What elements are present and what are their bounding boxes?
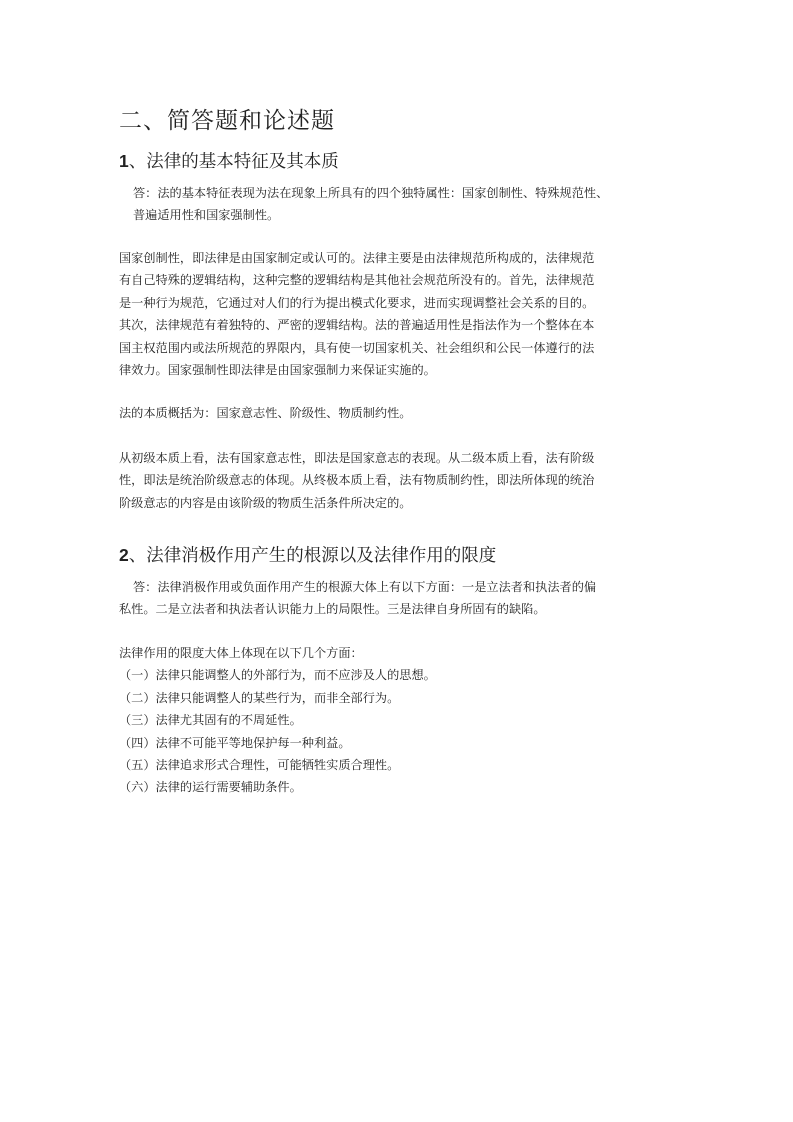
text-line: 是一种行为规范，它通过对人们的行为提出模式化要求，进而实现调整社会关系的目的。 — [119, 295, 595, 310]
section-2-answer — [119, 576, 619, 621]
list-item: （六）法律的运行需要辅助条件。 — [119, 780, 302, 795]
page-title: 二、简答题和论述题 — [119, 108, 335, 134]
text-line: 答：法律消极作用或负面作用产生的根源大体上有以下方面：一是立法者和执法者的偏 — [133, 580, 597, 594]
section-1-answer — [119, 182, 619, 227]
list-item: （四）法律不可能平等地保护每一种利益。 — [119, 735, 351, 750]
text-line: 有自己特殊的逻辑结构，这种完整的逻辑结构是其他社会规范所没有的。首先，法律规范 — [119, 273, 595, 288]
text-line: 从初级本质上看，法有国家意志性，即法是国家意志的表现。从二级本质上看，法有阶级 — [119, 451, 595, 465]
text-line: 律效力。国家强制性即法律是由国家强制力来保证实施的。 — [119, 362, 436, 377]
section-1-title: 、法律的基本特征及其本质 — [128, 152, 339, 172]
text-line: 国主权范围内或法所规范的界限内，具有使一切国家机关、社会组织和公民一体遵行的法 — [119, 340, 595, 355]
section-2-title: 、法律消极作用产生的根源以及法律作用的限度 — [128, 546, 497, 566]
list-item: （五）法律追求形式合理性，可能牺牲实质合理性。 — [119, 757, 400, 772]
section-2-number: 2 — [119, 545, 129, 565]
section-2-heading — [119, 543, 496, 568]
section-1-paragraph-3 — [119, 447, 619, 514]
list-item: （一）法律只能调整人的外部行为，而不应涉及人的思想。 — [119, 668, 436, 683]
section-1-heading — [119, 149, 339, 174]
limits-intro: 法律作用的限度大体上体现在以下几个方面： — [119, 646, 363, 660]
section-1-paragraph-1 — [119, 247, 619, 381]
text-line: 答：法的基本特征表现为法在现象上所具有的四个独特属性：国家创制性、特殊规范性、 — [133, 186, 609, 200]
text-line: 国家创制性，即法律是由国家制定或认可的。法律主要是由法律规范所构成的，法律规范 — [119, 251, 595, 265]
text-line: 其次，法律规范有着独特的、严密的逻辑结构。法的普遍适用性是指法作为一个整体在本 — [119, 318, 595, 333]
text-line: 性，即法是统治阶级意志的体现。从终极本质上看，法有物质制约性，即法所体现的统治 — [119, 473, 595, 488]
section-1-number: 1 — [119, 151, 129, 171]
text-line: 法的本质概括为：国家意志性、阶级性、物质制约性。 — [119, 406, 412, 420]
section-1-paragraph-2 — [119, 402, 619, 424]
section-2-limits-list — [119, 642, 619, 799]
text-line: 普遍适用性和国家强制性。 — [133, 208, 280, 223]
text-line: 阶级意志的内容是由该阶级的物质生活条件所决定的。 — [119, 495, 412, 510]
text-line: 私性。二是立法者和执法者认识能力上的局限性。三是法律自身所固有的缺陷。 — [119, 602, 546, 617]
list-item: （三）法律尤其固有的不周延性。 — [119, 713, 302, 728]
list-item: （二）法律只能调整人的某些行为，而非全部行为。 — [119, 690, 400, 705]
